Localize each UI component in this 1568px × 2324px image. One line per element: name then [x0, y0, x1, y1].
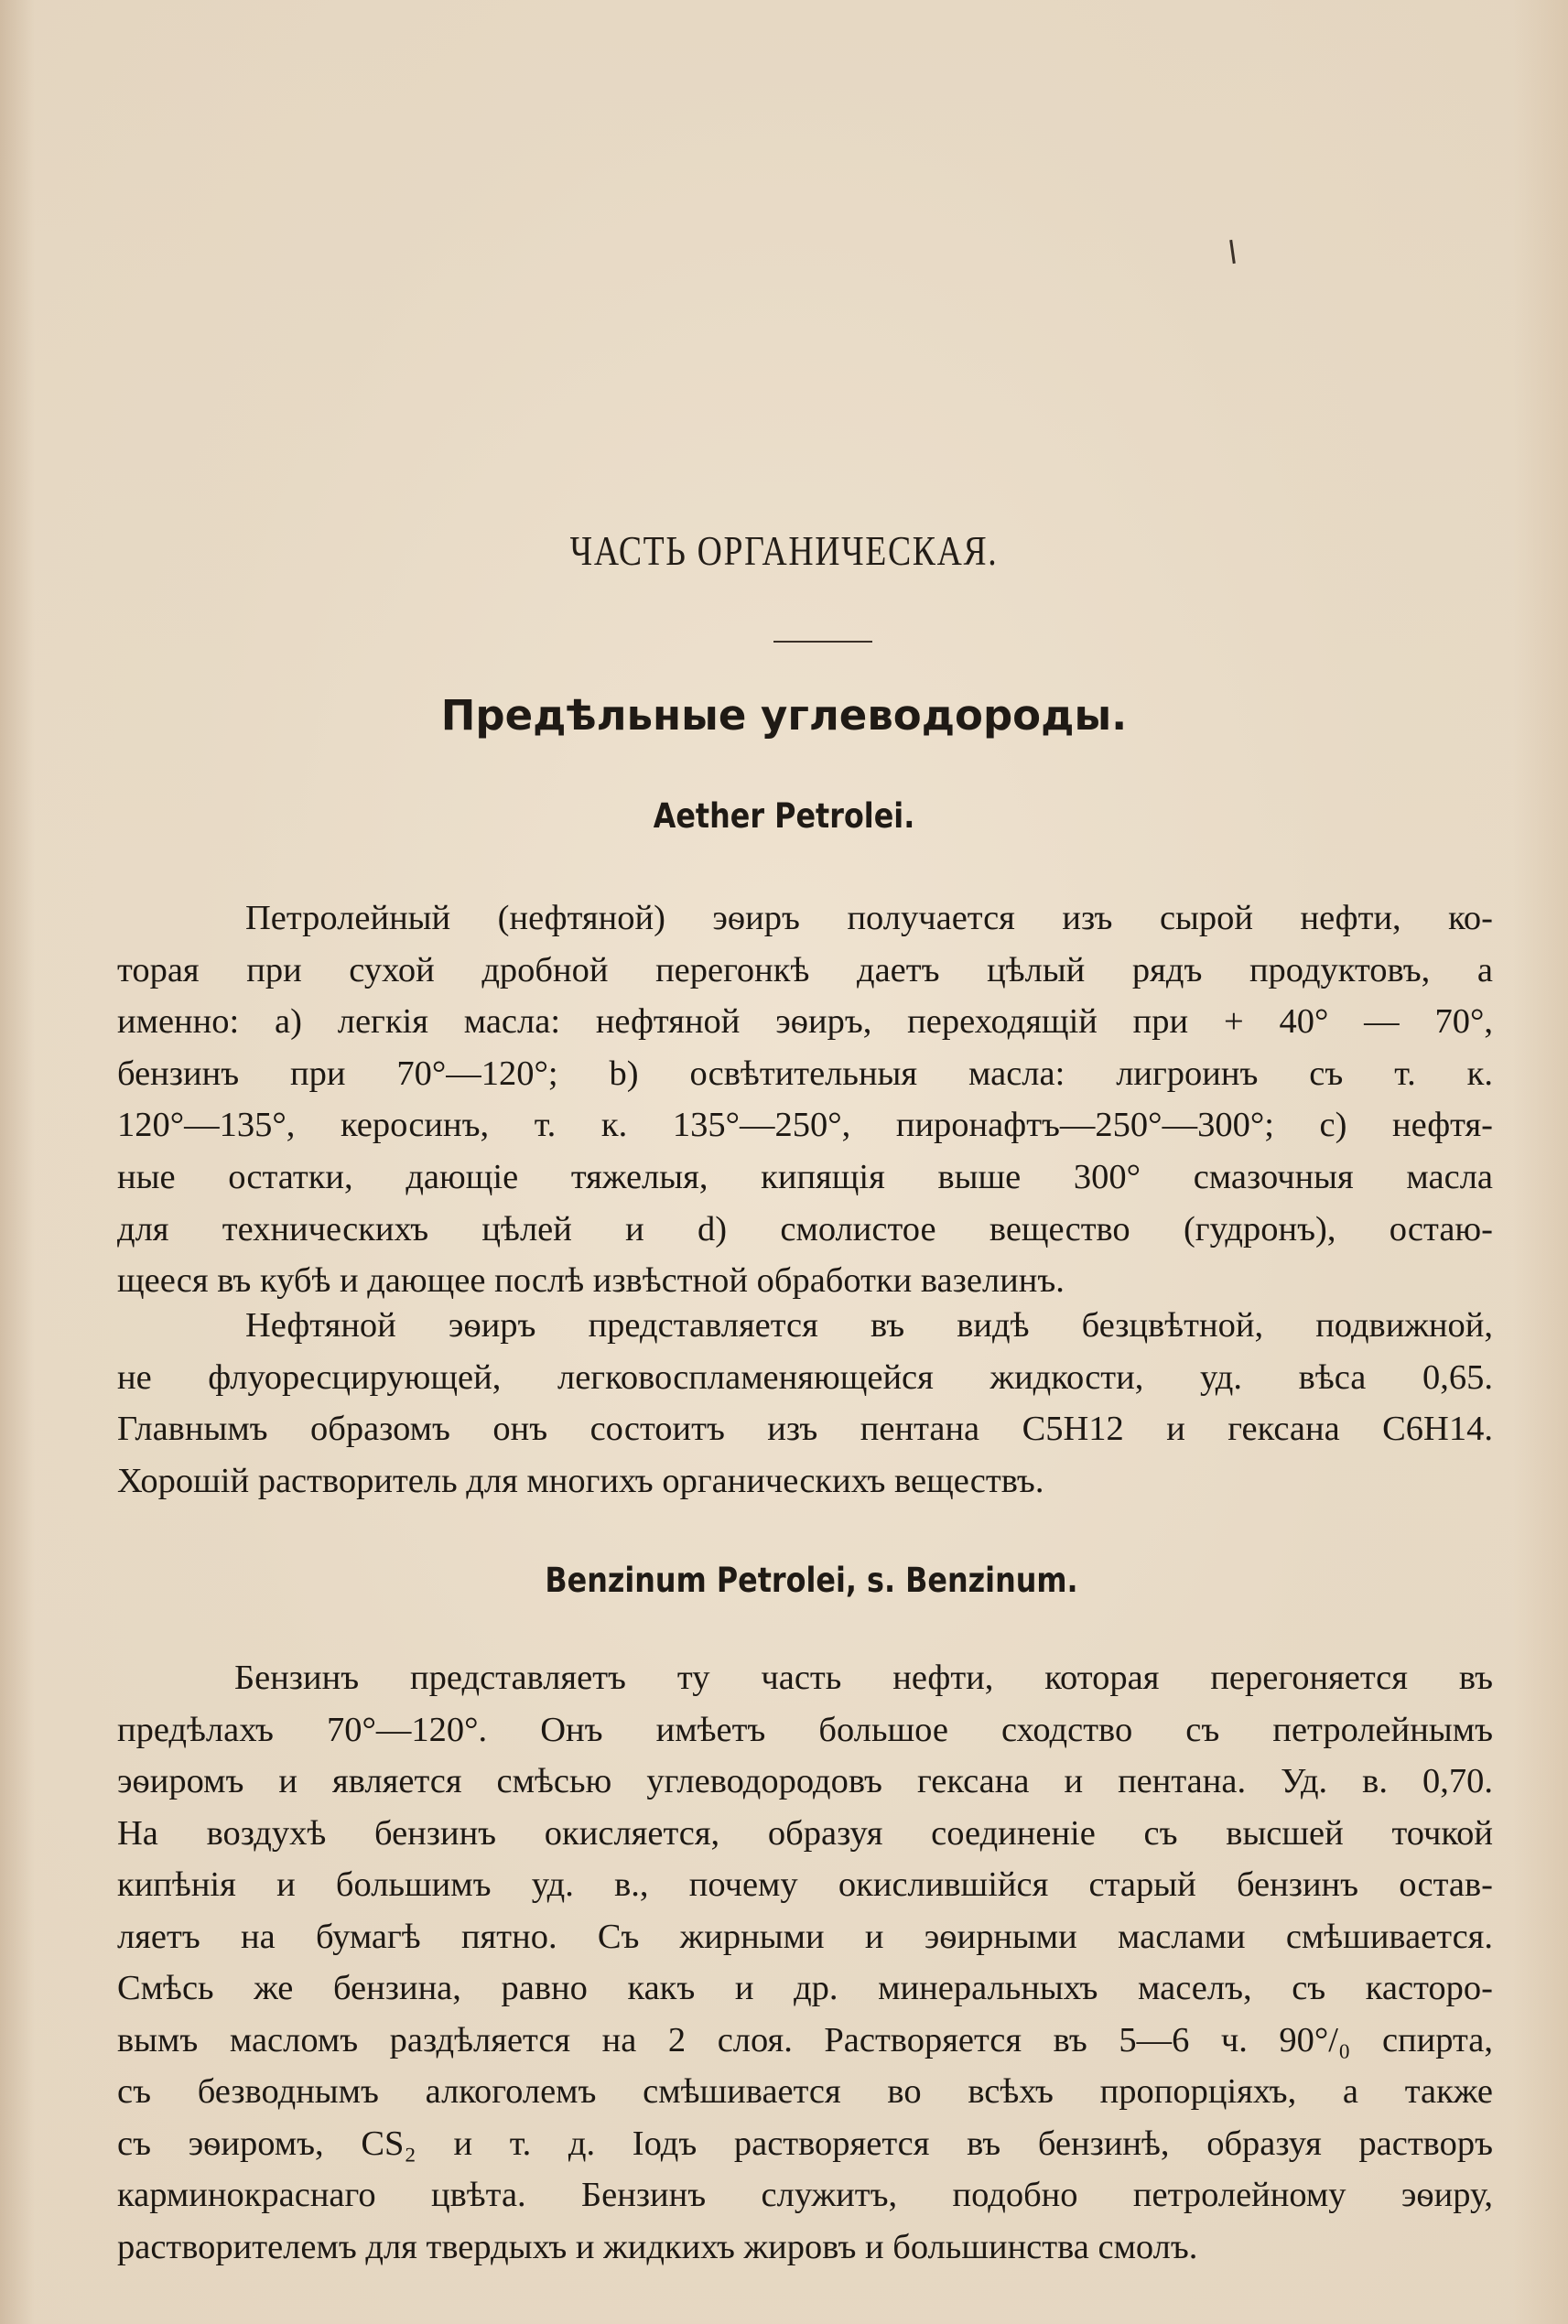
text-line: съ безводнымъ алкоголемъ смѣшивается во всѣхъ пропорціяхъ, а также	[117, 2072, 1493, 2111]
text-line: Главнымъ образомъ онъ состоитъ изъ пентана C5H12 и гексана C6H14.	[117, 1410, 1493, 1449]
text-line: бензинъ при 70°—120°; b) освѣтительныя масла: лигроинъ съ т. к.	[117, 1054, 1493, 1093]
part-heading: ЧАСТЬ ОРГАНИЧЕСКАЯ.	[569, 527, 999, 574]
text-line: Петролейный (нефтяной) эѳиръ получается изъ сырой нефти, ко-	[245, 899, 1493, 937]
text-line: торая при сухой дробной перегонкѣ даетъ цѣлый рядъ продуктовъ, а	[117, 950, 1493, 989]
margin-tick-mark	[1229, 240, 1236, 264]
text-line: 120°—135°, керосинъ, т. к. 135°—250°, пиронафтъ—250°—300°; с) нефтя-	[117, 1106, 1493, 1145]
aether-paragraph-1	[117, 892, 1493, 1307]
aether-petrolei-title: Aether Petrolei.	[653, 796, 915, 836]
benzin-paragraph	[117, 1652, 1493, 2273]
text-line: ные остатки, дающіе тяжелыя, кипящія выше 300° смазочныя масла	[117, 1157, 1493, 1196]
text-line: Смѣсь же бензина, равно какъ и др. минеральныхъ маселъ, съ касторо-	[117, 1969, 1493, 2007]
heading-divider	[773, 641, 872, 643]
text-line: ляетъ на бумагѣ пятно. Съ жирными и эѳирными маслами смѣшивается.	[117, 1917, 1493, 1956]
aether-paragraph-2	[117, 1300, 1493, 1507]
text-line: щееся въ кубѣ и дающее послѣ извѣстной обработки вазелинъ.	[117, 1261, 1065, 1301]
section-title: Предѣльные углеводороды.	[440, 691, 1128, 740]
text-line: предѣлахъ 70°—120°. Онъ имѣетъ большое сходство съ петролейнымъ	[117, 1710, 1493, 1749]
text-line: Хорошій растворитель для многихъ органическихъ веществъ.	[117, 1461, 1044, 1500]
text-line: Бензинъ представляетъ ту часть нефти, которая перегоняется въ	[234, 1659, 1493, 1697]
benzinum-petrolei-title: Benzinum Petrolei, s. Benzinum.	[545, 1561, 1078, 1600]
text-line: для техническихъ цѣлей и d) смолистое вещество (гудронъ), остаю-	[117, 1209, 1493, 1248]
text-line: не флуоресцирующей, легковоспламеняющейся жидкости, уд. вѣса 0,65.	[117, 1357, 1493, 1397]
text-line: эѳиромъ и является смѣсью углеводородовъ гексана и пентана. Уд. в. 0,70.	[117, 1762, 1493, 1800]
text-line: растворителемъ для твердыхъ и жидкихъ жировъ и большинства смолъ.	[117, 2227, 1198, 2266]
text-line: кипѣнія и большимъ уд. в., почему окислившійся старый бензинъ остав-	[117, 1865, 1493, 1904]
text-line: Нефтяной эѳиръ представляется въ видѣ безцвѣтной, подвижной,	[245, 1306, 1493, 1345]
text-line: карминокраснаго цвѣта. Бензинъ служитъ, подобно петролейному эѳиру,	[117, 2176, 1493, 2214]
text-line: съ эѳиромъ, CS₂ и т. д. Іодъ растворяется въ бензинѣ, образуя растворъ	[117, 2124, 1493, 2163]
text-line: вымъ масломъ раздѣляется на 2 слоя. Растворяется въ 5—6 ч. 90°/₀ спирта,	[117, 2020, 1493, 2059]
text-line: На воздухѣ бензинъ окисляется, образуя соединеніе съ высшей точкой	[117, 1813, 1493, 1853]
text-line: именно: а) легкія масла: нефтяной эѳиръ, переходящій при + 40° — 70°,	[117, 1002, 1493, 1042]
